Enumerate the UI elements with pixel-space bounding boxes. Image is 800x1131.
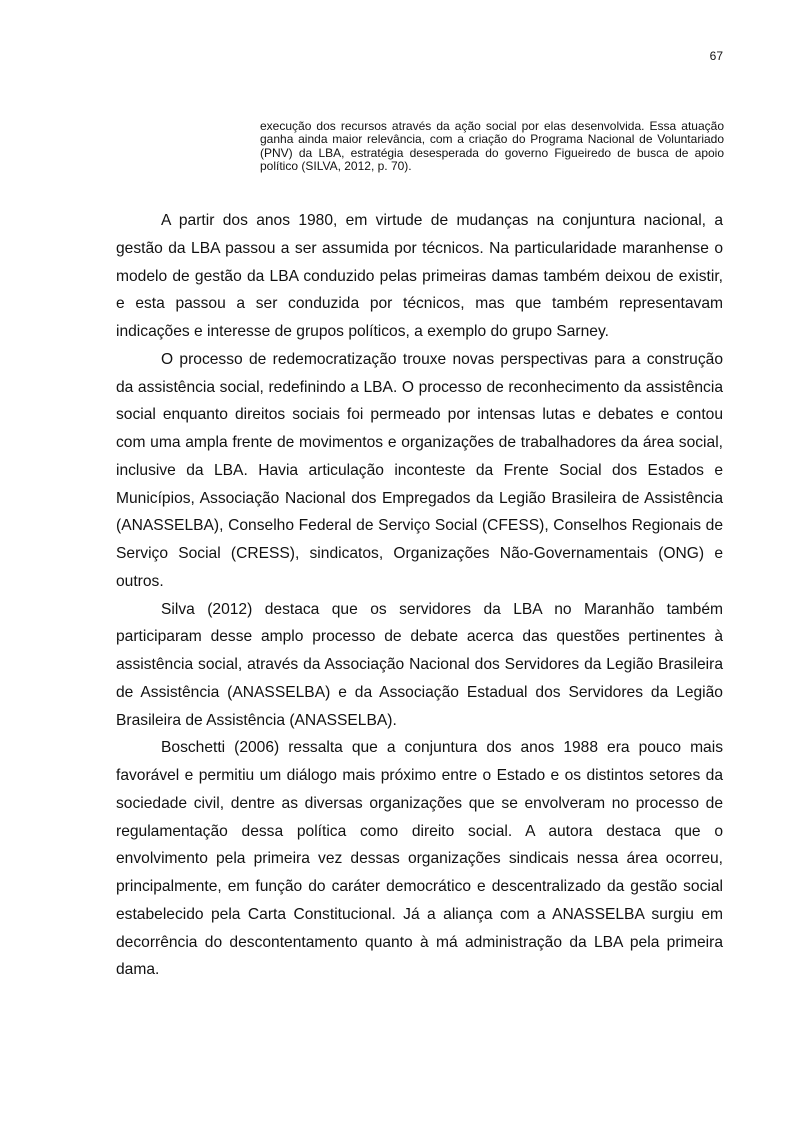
page-number: 67: [709, 49, 723, 63]
paragraph: O processo de redemocratização trouxe novas perspectivas para a construção da assistência social, redefinindo a LBA. O processo de reconhecimento da assistência social enquanto direitos sociais foi permeado por intensas lutas e debates e contou com uma ampla frente de movimentos e organizações de trabalhadores da área social, inclusive da LBA. Havia articulação inconteste da Frente Social dos Estados e Municípios, Associação Nacional dos Empregados da Legião Brasileira de Assistência (ANASSELBA), Conselho Federal de Serviço Social (CFESS), Conselhos Regionais de Serviço Social (CRESS), sindicatos, Organizações Não-Governamentais (ONG) e outros.: [116, 350, 723, 590]
body-text: [116, 207, 723, 984]
paragraph: Boschetti (2006) ressalta que a conjuntura dos anos 1988 era pouco mais favorável e permitiu um diálogo mais próximo entre o Estado e os distintos setores da sociedade civil, dentre as diversas organizações que se envolveram no processo de regulamentação dessa política como direito social. A autora destaca que o envolvimento pela primeira vez dessas organizações sindicais nessa área ocorreu, principalmente, em função do caráter democrático e descentralizado da gestão social estabelecido pela Carta Constitucional. Já a aliança com a ANASSELBA surgiu em decorrência do descontentamento quanto à má administração da LBA pela primeira dama.: [116, 739, 723, 979]
block-quote: execução dos recursos através da ação social por elas desenvolvida. Essa atuação ganha ainda maior relevância, com a criação do Programa Nacional de Voluntariado (PNV) da LBA, estratégia desesperada do governo Figueiredo de busca de apoio político (SILVA, 2012, p. 70).: [260, 119, 724, 174]
paragraph: A partir dos anos 1980, em virtude de mudanças na conjuntura nacional, a gestão da LBA passou a ser assumida por técnicos. Na particularidade maranhense o modelo de gestão da LBA conduzido pelas primeiras damas também deixou de existir, e esta passou a ser conduzida por técnicos, mas que também representavam indicações e interesse de grupos políticos, a exemplo do grupo Sarney.: [116, 212, 723, 340]
paragraph: Silva (2012) destaca que os servidores da LBA no Maranhão também participaram desse amplo processo de debate acerca das questões pertinentes à assistência social, através da Associação Nacional dos Servidores da Legião Brasileira de Assistência (ANASSELBA) e da Associação Estadual dos Servidores da Legião Brasileira de Assistência (ANASSELBA).: [116, 600, 723, 729]
